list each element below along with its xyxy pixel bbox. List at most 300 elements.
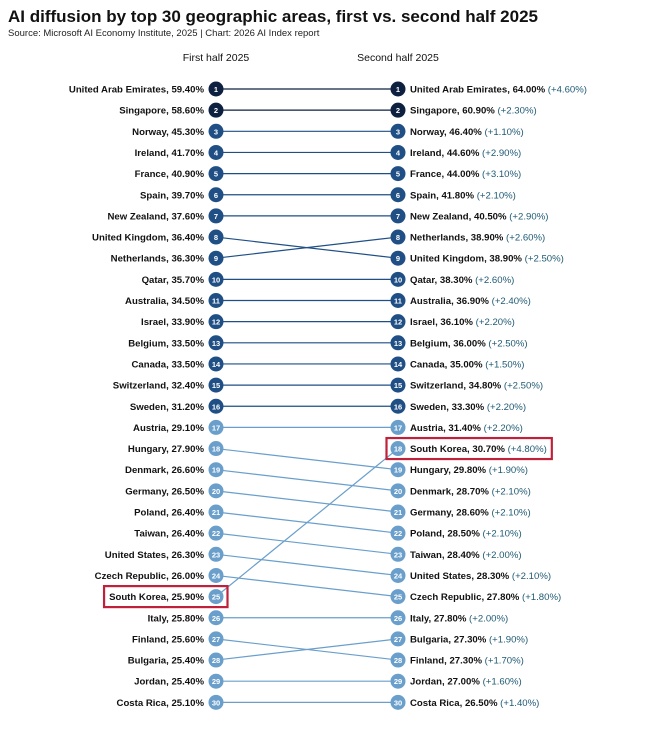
right-name: Switzerland (410, 380, 464, 392)
right-separator: , (468, 211, 474, 223)
right-name: Austria (410, 422, 444, 434)
right-label-denmark (410, 486, 531, 497)
right-value: 27.30% (453, 634, 487, 646)
left-rank-number-26: 26 (211, 613, 221, 623)
right-row-israel (391, 314, 515, 329)
right-separator: , (441, 528, 448, 540)
left-rank-number-28: 28 (211, 656, 221, 666)
right-label-poland (410, 529, 522, 540)
right-rank-number-8: 8 (395, 233, 401, 243)
left-value: 40.90% (171, 169, 204, 181)
right-row-costa-rica (391, 695, 540, 710)
right-label-taiwan (410, 550, 522, 561)
right-separator: , (451, 296, 457, 307)
right-rank-number-15: 15 (393, 381, 403, 391)
left-row-taiwan (134, 526, 223, 541)
left-value: 26.40% (171, 507, 204, 519)
left-row-jordan (134, 674, 223, 689)
right-rank-number-28: 28 (393, 656, 403, 666)
left-row-hungary (128, 441, 224, 456)
left-rank-number-14: 14 (211, 359, 221, 369)
connector-line-taiwan (216, 533, 398, 554)
left-rank-number-30: 30 (211, 698, 221, 708)
right-change: (+2.90%) (509, 211, 549, 223)
left-label-canada (131, 359, 204, 370)
left-rank-number-11: 11 (212, 296, 220, 306)
connector-line-germany (216, 491, 398, 512)
left-rank-number-29: 29 (211, 677, 221, 687)
right-value: 28.70% (456, 486, 489, 498)
left-separator: , (166, 465, 172, 477)
right-separator: , (428, 613, 434, 625)
right-value: 40.50% (474, 211, 507, 223)
right-change: (+1.90%) (488, 634, 529, 646)
right-name: New Zealand (410, 211, 469, 223)
left-label-austria (133, 423, 204, 434)
right-rank-number-2: 2 (395, 106, 401, 116)
right-separator: , (467, 444, 473, 456)
left-name: Costa Rica (116, 697, 167, 709)
left-row-bulgaria (128, 653, 224, 668)
right-name: Taiwan (410, 549, 442, 561)
right-row-germany (391, 505, 531, 520)
right-row-singapore (391, 103, 537, 118)
left-name: Singapore (119, 105, 167, 117)
left-label-norway (132, 127, 204, 138)
left-value: 29.10% (171, 422, 204, 434)
right-value: 31.40% (448, 422, 481, 434)
right-label-jordan (410, 677, 522, 688)
right-value: 27.30% (449, 655, 482, 667)
right-rank-number-17: 17 (393, 423, 403, 433)
right-rank-number-27: 27 (393, 634, 403, 644)
right-row-australia (391, 293, 531, 308)
left-row-finland (132, 631, 224, 646)
left-label-spain (140, 190, 204, 201)
left-row-ireland (135, 145, 224, 160)
left-name: Taiwan (134, 528, 167, 540)
left-label-switzerland (113, 381, 205, 392)
connector-lines (213, 89, 401, 702)
right-label-united-states (410, 571, 551, 582)
right-row-czech-republic (391, 589, 562, 604)
right-name: Jordan (410, 676, 442, 688)
right-label-qatar (410, 275, 514, 286)
left-value: 31.20% (171, 401, 204, 413)
right-value: 36.10% (440, 317, 473, 329)
left-rank-number-18: 18 (211, 444, 221, 454)
left-rank-number-7: 7 (213, 211, 219, 221)
left-name: Hungary (127, 444, 167, 456)
right-change: (+2.30%) (497, 105, 537, 117)
right-name: Germany (410, 507, 451, 519)
left-separator: , (166, 549, 172, 561)
left-value: 25.10% (171, 697, 204, 709)
right-row-jordan (391, 674, 522, 689)
left-row-czech-republic (95, 568, 224, 583)
left-row-australia (125, 293, 223, 308)
left-value: 34.50% (171, 296, 204, 307)
left-label-germany (125, 486, 204, 497)
right-value: 30.70% (472, 444, 505, 456)
right-rank-number-7: 7 (395, 211, 401, 221)
left-value: 25.60% (171, 634, 204, 646)
left-label-israel (141, 317, 204, 328)
right-change: (+2.10%) (491, 486, 531, 498)
left-row-poland (134, 505, 223, 520)
right-rank-number-24: 24 (393, 571, 403, 581)
right-row-south-korea (387, 438, 552, 459)
left-value: 36.30% (171, 253, 204, 265)
left-row-belgium (128, 335, 223, 350)
right-row-italy (391, 610, 509, 625)
right-value: 36.90% (456, 296, 489, 307)
right-rank-number-4: 4 (395, 148, 401, 158)
right-row-poland (391, 526, 522, 541)
left-value: 26.40% (171, 528, 204, 540)
right-row-austria (391, 420, 523, 435)
right-separator: , (443, 126, 450, 138)
right-name: Norway (410, 126, 444, 138)
left-name: Israel (141, 317, 167, 329)
left-name: Australia (125, 296, 167, 307)
right-name: South Korea (410, 444, 468, 456)
right-label-new-zealand (410, 211, 548, 222)
connector-line-hungary (216, 449, 398, 470)
left-rank-number-6: 6 (213, 190, 219, 200)
right-name: Hungary (410, 465, 449, 477)
connector-line-united-states (216, 554, 398, 575)
left-value: 39.70% (171, 190, 204, 202)
left-label-australia (125, 296, 204, 307)
left-label-france (135, 169, 205, 180)
right-label-canada (410, 359, 524, 370)
right-rank-number-9: 9 (395, 254, 401, 264)
right-change: (+2.90%) (482, 147, 522, 159)
right-name: Belgium (410, 338, 448, 350)
left-name: Italy (147, 613, 167, 625)
left-row-austria (133, 420, 223, 435)
right-row-canada (391, 356, 525, 371)
left-value: 33.50% (171, 338, 204, 350)
left-value: 33.50% (171, 359, 204, 371)
right-rank-number-22: 22 (393, 529, 403, 539)
right-separator: , (441, 549, 448, 561)
right-separator: , (456, 105, 463, 117)
right-row-united-kingdom (391, 251, 564, 266)
right-name: Qatar (410, 274, 435, 286)
left-value: 37.60% (171, 211, 204, 223)
right-value: 27.80% (486, 592, 520, 604)
right-row-denmark (391, 483, 531, 498)
connector-line-south-korea (216, 449, 398, 597)
right-separator: , (436, 190, 442, 202)
right-change: (+3.10%) (482, 169, 522, 181)
left-value: 45.30% (171, 126, 204, 138)
left-rank-number-1: 1 (213, 85, 219, 94)
right-name: Ireland (410, 147, 442, 159)
right-rank-number-6: 6 (395, 190, 401, 200)
right-name: Finland (410, 655, 445, 667)
right-label-australia (410, 296, 531, 307)
right-change: (+2.00%) (469, 613, 509, 625)
right-value: 27.00% (447, 676, 480, 688)
left-value: 41.70% (171, 147, 204, 159)
right-column-label: Second half 2025 (357, 52, 439, 64)
right-label-italy (410, 613, 508, 624)
left-name: United Kingdom (92, 232, 167, 244)
left-row-qatar (142, 272, 224, 287)
right-value: 35.00% (450, 359, 483, 371)
left-rank-number-10: 10 (211, 275, 221, 285)
right-value: 41.80% (441, 190, 475, 202)
left-rank-number-2: 2 (213, 106, 219, 116)
left-label-new-zealand (107, 211, 204, 222)
right-value: 44.00% (446, 169, 480, 181)
right-row-norway (391, 124, 524, 139)
left-label-united-arab-emirates (69, 85, 205, 96)
right-row-hungary (391, 462, 528, 477)
right-label-israel (410, 317, 515, 328)
right-separator: , (441, 147, 447, 159)
left-name: Qatar (141, 274, 167, 286)
right-separator: , (465, 232, 471, 244)
right-label-czech-republic (410, 592, 561, 603)
right-label-south-korea (410, 444, 547, 455)
left-name: Germany (125, 486, 167, 498)
left-rank-number-15: 15 (211, 381, 221, 391)
left-rank-number-27: 27 (211, 634, 221, 644)
right-separator: , (443, 422, 449, 434)
right-row-united-arab-emirates (391, 82, 587, 97)
left-rank-number-19: 19 (211, 465, 221, 475)
left-value: 58.60% (171, 105, 204, 117)
right-value: 38.90% (470, 232, 504, 244)
left-separator: , (166, 528, 172, 540)
left-separator: , (166, 169, 172, 181)
left-separator: , (166, 592, 172, 604)
right-value: 38.30% (439, 274, 473, 286)
right-change: (+2.10%) (482, 528, 522, 540)
left-separator: , (166, 570, 172, 582)
left-label-sweden (130, 402, 205, 413)
left-label-finland (132, 634, 204, 645)
right-separator: , (451, 486, 457, 498)
left-rank-number-9: 9 (213, 254, 219, 264)
right-rank-number-11: 11 (394, 296, 402, 306)
right-name: Netherlands (410, 232, 466, 244)
left-separator: , (166, 190, 172, 202)
right-separator: , (447, 338, 454, 350)
left-name: Belgium (128, 338, 167, 350)
right-rank-number-23: 23 (393, 550, 403, 560)
left-row-italy (148, 610, 224, 625)
right-value: 29.80% (453, 465, 487, 477)
right-separator: , (448, 634, 454, 646)
right-change: (+1.90%) (488, 465, 528, 477)
right-name: Israel (410, 317, 436, 329)
right-row-switzerland (391, 378, 544, 393)
left-label-bulgaria (128, 656, 205, 667)
right-change: (+1.70%) (484, 655, 524, 667)
left-label-czech-republic (95, 571, 205, 582)
right-rank-number-13: 13 (393, 338, 403, 348)
right-value: 34.80% (468, 380, 502, 392)
left-row-france (135, 166, 224, 181)
left-value: 25.40% (171, 676, 204, 688)
right-label-austria (410, 423, 523, 434)
right-label-bulgaria (410, 634, 528, 645)
left-value: 35.70% (171, 274, 204, 286)
left-name: Denmark (125, 465, 167, 477)
left-rank-number-23: 23 (211, 550, 221, 560)
right-change: (+4.60%) (547, 84, 587, 96)
right-separator: , (463, 380, 469, 392)
right-row-new-zealand (391, 208, 549, 223)
right-name: Italy (410, 613, 429, 625)
left-separator: , (166, 253, 172, 265)
left-separator: , (166, 486, 172, 498)
right-rank-number-1: 1 (395, 85, 401, 94)
right-change: (+2.50%) (503, 380, 544, 392)
right-rank-number-26: 26 (393, 613, 403, 623)
left-separator: , (166, 380, 172, 392)
right-change: (+2.20%) (486, 401, 527, 413)
left-label-singapore (119, 106, 204, 117)
left-row-new-zealand (107, 208, 223, 223)
right-rank-number-10: 10 (393, 275, 403, 285)
left-rank-number-13: 13 (211, 338, 221, 348)
left-separator: , (166, 507, 172, 519)
right-name: Denmark (410, 486, 452, 498)
left-rank-number-8: 8 (213, 233, 219, 243)
right-row-qatar (391, 272, 515, 287)
left-separator: , (166, 211, 172, 223)
left-column-label: First half 2025 (182, 52, 250, 64)
right-value: 27.80% (433, 613, 467, 625)
right-value: 64.00% (512, 84, 546, 96)
right-change: (+2.60%) (506, 232, 546, 244)
right-name: Canada (410, 359, 445, 371)
right-separator: , (484, 253, 490, 265)
right-change: (+2.20%) (483, 422, 523, 434)
right-name: Singapore (410, 105, 457, 117)
left-value: 33.90% (171, 317, 204, 329)
left-separator: , (166, 676, 172, 688)
right-row-bulgaria (391, 631, 529, 646)
right-value: 38.90% (489, 253, 522, 265)
right-rank-number-20: 20 (393, 486, 403, 496)
left-row-switzerland (113, 378, 224, 393)
chart-source: Source: Microsoft AI Economy Institute, 2025 | Chart: 2026 AI Index report (8, 28, 320, 39)
right-rank-number-5: 5 (395, 169, 401, 179)
right-change: (+2.00%) (482, 549, 522, 561)
left-row-spain (140, 187, 224, 202)
right-label-france (410, 169, 521, 180)
left-name: Norway (132, 126, 167, 138)
left-name: Canada (131, 359, 167, 371)
left-label-united-kingdom (92, 233, 204, 244)
left-separator: , (166, 317, 172, 329)
right-label-ireland (410, 148, 521, 159)
right-name: Sweden (410, 401, 447, 413)
right-change: (+2.10%) (511, 570, 552, 582)
left-value: 26.60% (171, 465, 204, 477)
left-name: Sweden (129, 401, 167, 413)
left-row-israel (141, 314, 223, 329)
right-rank-number-29: 29 (393, 677, 403, 687)
right-separator: , (444, 655, 450, 667)
right-row-finland (391, 653, 524, 668)
left-name: Austria (133, 422, 167, 434)
right-value: 28.60% (456, 507, 489, 519)
right-rank-number-18: 18 (393, 444, 403, 454)
left-name: United States (104, 549, 167, 561)
left-value: 32.40% (171, 380, 204, 392)
left-separator: , (166, 147, 172, 159)
left-rank-number-4: 4 (213, 148, 219, 158)
right-separator: , (481, 592, 487, 604)
left-name: United Arab Emirates (68, 84, 167, 96)
left-name: Finland (132, 634, 167, 646)
left-label-south-korea (109, 592, 204, 603)
right-rank-number-30: 30 (393, 698, 403, 708)
left-label-hungary (128, 444, 205, 455)
left-label-poland (134, 508, 204, 519)
left-label-ireland (135, 148, 205, 159)
right-change: (+1.80%) (522, 592, 562, 604)
left-row-netherlands (111, 251, 224, 266)
left-separator: , (166, 126, 172, 138)
left-value: 36.40% (171, 232, 204, 244)
right-label-norway (410, 127, 524, 138)
left-rank-number-25: 25 (211, 592, 221, 602)
right-label-hungary (410, 465, 528, 476)
right-value: 44.60% (446, 147, 480, 159)
right-separator: , (446, 401, 452, 413)
right-label-spain (410, 190, 516, 201)
left-separator: , (166, 634, 172, 646)
left-rank-number-5: 5 (213, 169, 219, 179)
left-value: 25.90% (171, 592, 204, 604)
right-label-united-arab-emirates (410, 85, 587, 96)
left-name: Poland (134, 507, 167, 519)
left-separator: , (166, 296, 172, 307)
left-rank-number-20: 20 (211, 486, 221, 496)
right-separator: , (448, 465, 454, 477)
left-row-united-states (105, 547, 224, 562)
right-value: 28.50% (447, 528, 480, 540)
right-name: United Kingdom (410, 253, 485, 265)
right-separator: , (434, 274, 440, 286)
right-label-finland (410, 656, 524, 667)
left-name: Czech Republic (94, 570, 167, 582)
right-value: 36.00% (453, 338, 486, 350)
right-rank-number-25: 25 (393, 592, 403, 602)
connector-line-denmark (216, 470, 398, 491)
left-value: 26.50% (171, 486, 204, 498)
left-row-singapore (119, 103, 223, 118)
right-label-switzerland (410, 381, 543, 392)
right-value: 28.40% (447, 549, 480, 561)
right-name: Costa Rica (410, 697, 460, 709)
left-separator: , (166, 105, 172, 117)
right-change: (+1.40%) (500, 697, 540, 709)
right-change: (+2.40%) (491, 296, 531, 307)
left-separator: , (166, 444, 172, 456)
left-rank-number-22: 22 (211, 529, 221, 539)
right-label-germany (410, 508, 531, 519)
